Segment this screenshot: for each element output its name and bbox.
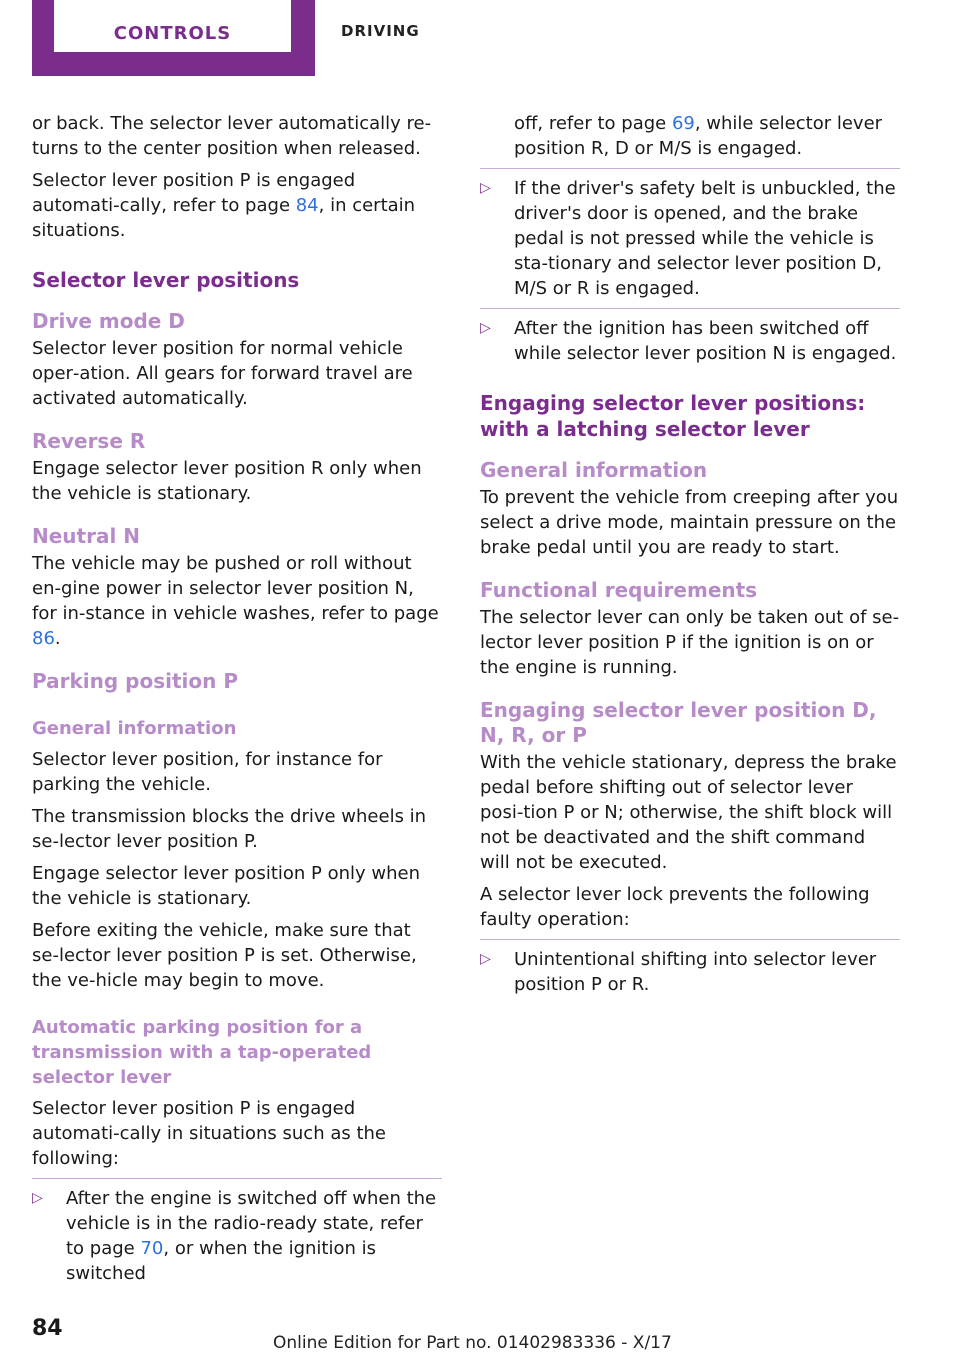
heading-neutral: Neutral N xyxy=(32,524,141,548)
left-column xyxy=(32,111,442,1293)
bullet-list xyxy=(480,176,900,301)
paragraph: or back. The selector lever automatically re‐turns to the center position when released. xyxy=(32,113,432,159)
edition-footer: Online Edition for Part no. 01402983336 - X/17 xyxy=(273,1333,672,1353)
heading-general-information: General information xyxy=(480,458,708,482)
triangle-bullet-icon: ▷ xyxy=(32,1190,43,1206)
page-link-84[interactable]: 84 xyxy=(295,195,319,216)
heading-general-information: General information xyxy=(32,718,237,739)
list-item: ▷ Unintentional shifting into selector lever position P or R. xyxy=(480,949,877,995)
triangle-bullet-icon: ▷ xyxy=(480,951,491,967)
paragraph: To prevent the vehicle from creeping after you select a drive mode, maintain pressure on the brake pedal until you are ready to start. xyxy=(480,487,899,558)
heading-functional-requirements: Functional requirements xyxy=(480,578,758,602)
divider xyxy=(32,1178,442,1179)
triangle-bullet-icon: ▷ xyxy=(480,180,491,196)
paragraph: Before exiting the vehicle, make sure that se‐lector lever position P is set. Otherwise, the ve‐hicle may begin to move. xyxy=(32,920,417,991)
paragraph: Engage selector lever position P only when the vehicle is stationary. xyxy=(32,863,421,909)
paragraph: Engage selector lever position R only when the vehicle is stationary. xyxy=(32,458,422,504)
heading-reverse: Reverse R xyxy=(32,429,146,453)
list-item: ▷ If the driver's safety belt is unbuckled, the driver's door is opened, and the brake pedal is not pressed while the vehicle is sta‐tionary and selector lever position D, M/S or R is engaged. xyxy=(480,178,896,299)
page-link-69[interactable]: 69 xyxy=(671,113,695,134)
bullet-list xyxy=(480,947,900,997)
tab-controls[interactable]: CONTROLS xyxy=(54,0,291,52)
paragraph: The selector lever can only be taken out of se‐lector lever position P if the ignition is on or the engine is running. xyxy=(480,607,900,678)
paragraph: Selector lever position, for instance for parking the vehicle. xyxy=(32,749,383,795)
heading-automatic-parking: Automatic parking position for a transmission with a tap-operated selector lever xyxy=(32,1017,372,1088)
paragraph: The vehicle may be pushed or roll without en‐gine power in selector lever position N, for in‐stance in vehicle washes, refer to page 86. xyxy=(32,553,439,649)
divider xyxy=(480,308,900,309)
heading-parking: Parking position P xyxy=(32,669,238,693)
triangle-bullet-icon: ▷ xyxy=(480,320,491,336)
paragraph: Selector lever position P is engaged automati‐cally in situations such as the following: xyxy=(32,1098,386,1169)
heading-drive-mode: Drive mode D xyxy=(32,309,185,333)
paragraph: A selector lever lock prevents the following faulty operation: xyxy=(480,884,870,930)
paragraph: The transmission blocks the drive wheels in se‐lector lever position P. xyxy=(32,806,427,852)
heading-latching-selector-lever: Engaging selector lever positions: with a latching selector lever xyxy=(480,391,866,441)
bullet-list xyxy=(32,1186,442,1286)
bullet-list xyxy=(480,316,900,366)
list-item-continued: off, refer to page 69, while selector lever position R, D or M/S is engaged. xyxy=(514,113,883,159)
paragraph: Selector lever position P is engaged automati‐cally, refer to page 84, in certain situations. xyxy=(32,170,416,241)
paragraph: With the vehicle stationary, depress the brake pedal before shifting out of selector lever posi‐tion P or N; otherwise, the shift block will not be deactivated and the shift command will not be executed. xyxy=(480,752,897,873)
list-item: ▷ After the engine is switched off when the vehicle is in the radio-ready state, refer to page 70, or when the ignition is switched xyxy=(32,1188,437,1284)
page-number: 84 xyxy=(32,1316,63,1341)
page-link-70[interactable]: 70 xyxy=(140,1238,164,1259)
paragraph: Selector lever position for normal vehicle oper‐ation. All gears for forward travel are activated automatically. xyxy=(32,338,413,409)
list-item: ▷ After the ignition has been switched off while selector lever position N is engaged. xyxy=(480,318,897,364)
heading-engaging-position: Engaging selector lever position D, N, R, or P xyxy=(480,698,877,747)
divider xyxy=(480,939,900,940)
tab-driving[interactable]: DRIVING xyxy=(341,22,420,40)
heading-selector-lever-positions: Selector lever positions xyxy=(32,268,300,292)
divider xyxy=(480,168,900,169)
page-link-86[interactable]: 86 xyxy=(32,628,55,649)
bullet-list xyxy=(480,111,900,161)
right-column xyxy=(480,111,900,1004)
